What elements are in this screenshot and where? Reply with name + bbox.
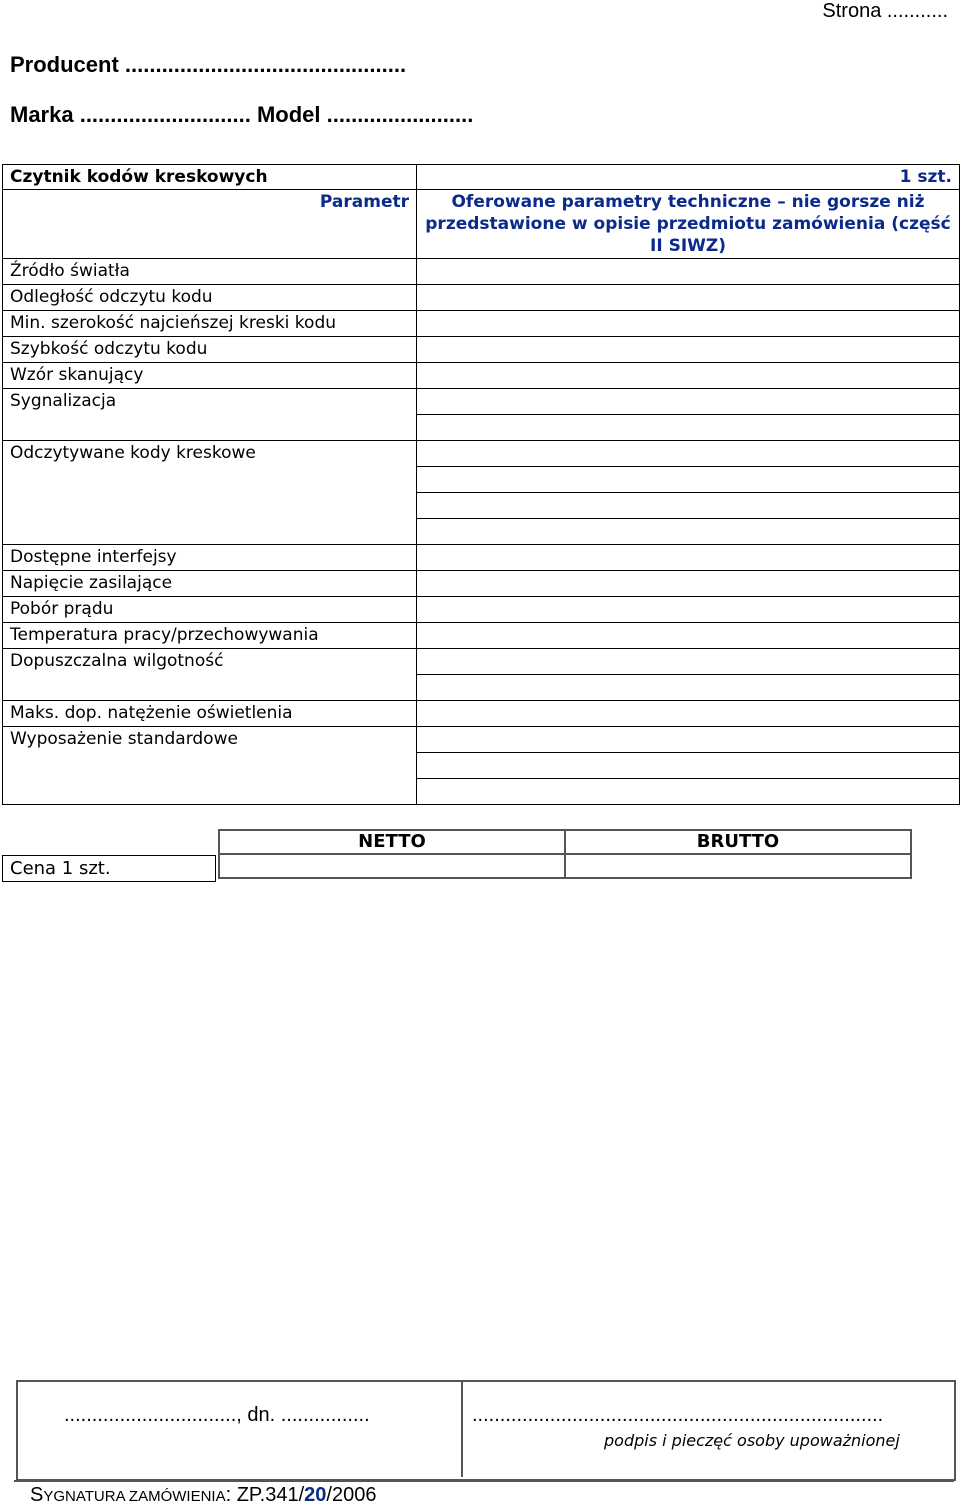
netto-value[interactable]	[219, 854, 565, 878]
producer-field[interactable]: Producent ..............................................	[10, 52, 407, 77]
row-value-light-source[interactable]	[417, 259, 960, 285]
row-value-humidity[interactable]	[417, 649, 960, 675]
row-value-barcodes-4[interactable]	[417, 519, 960, 545]
row-value-humidity-2[interactable]	[417, 675, 960, 701]
row-label-illumination: Maks. dop. natężenie oświetlenia	[3, 701, 417, 727]
signature-year: /2006	[326, 1484, 377, 1506]
row-label-light-source: Źródło światła	[3, 259, 417, 285]
row-value-read-distance[interactable]	[417, 285, 960, 311]
row-value-barcodes-1[interactable]	[417, 441, 960, 467]
offer-header: Oferowane parametry techniczne – nie gorsze niż przedstawione w opisie przedmiotu zamówienia (część II SIWZ)	[417, 190, 960, 259]
signature-code: : ZP.341/	[225, 1484, 305, 1506]
row-value-signaling[interactable]	[417, 389, 960, 415]
row-value-equipment-2[interactable]	[417, 753, 960, 779]
signature-number: 20	[304, 1484, 327, 1506]
row-label-humidity: Dopuszczalna wilgotność	[3, 649, 417, 701]
page-number: Strona ...........	[822, 0, 948, 22]
row-label-temperature: Temperatura pracy/przechowywania	[3, 623, 417, 649]
netto-header: NETTO	[219, 830, 565, 854]
row-label-barcodes: Odczytywane kody kreskowe	[3, 441, 417, 545]
spec-table	[2, 164, 960, 805]
row-value-equipment-1[interactable]	[417, 727, 960, 753]
price-table	[218, 829, 912, 879]
row-value-current[interactable]	[417, 597, 960, 623]
brutto-header: BRUTTO	[565, 830, 911, 854]
row-label-signaling: Sygnalizacja	[3, 389, 417, 441]
signature-line[interactable]: ..........................................................................	[472, 1404, 884, 1426]
row-label-min-bar-width: Min. szerokość najcieńszej kreski kodu	[3, 311, 417, 337]
footer-divider	[14, 1480, 954, 1482]
row-value-signaling-2[interactable]	[417, 415, 960, 441]
brand-model-field[interactable]: Marka ............................ Model ........................	[10, 102, 474, 127]
quantity-label: 1 szt.	[417, 165, 960, 190]
row-value-interfaces[interactable]	[417, 545, 960, 571]
price-label: Cena 1 szt.	[2, 855, 216, 882]
row-value-barcodes-2[interactable]	[417, 467, 960, 493]
row-label-read-speed: Szybkość odczytu kodu	[3, 337, 417, 363]
row-label-current: Pobór prądu	[3, 597, 417, 623]
brutto-value[interactable]	[565, 854, 911, 878]
row-value-min-bar-width[interactable]	[417, 311, 960, 337]
row-value-barcodes-3[interactable]	[417, 493, 960, 519]
row-value-scan-pattern[interactable]	[417, 363, 960, 389]
signature-prefix-small: YGNATURA ZAMÓWIENIA	[43, 1488, 226, 1505]
row-label-scan-pattern: Wzór skanujący	[3, 363, 417, 389]
row-label-interfaces: Dostępne interfejsy	[3, 545, 417, 571]
order-signature	[30, 1484, 376, 1507]
signature-prefix-big: S	[30, 1484, 44, 1506]
row-value-illumination[interactable]	[417, 701, 960, 727]
row-value-read-speed[interactable]	[417, 337, 960, 363]
table-title: Czytnik kodów kreskowych	[3, 165, 417, 190]
date-line[interactable]: ..............................., dn. ................	[64, 1404, 370, 1426]
row-value-equipment-3[interactable]	[417, 779, 960, 805]
row-label-equipment: Wyposażenie standardowe	[3, 727, 417, 805]
signature-caption: podpis i pieczęć osoby upoważnionej	[604, 1431, 900, 1450]
row-value-temperature[interactable]	[417, 623, 960, 649]
row-label-voltage: Napięcie zasilające	[3, 571, 417, 597]
row-value-voltage[interactable]	[417, 571, 960, 597]
param-header: Parametr	[3, 190, 417, 259]
row-label-read-distance: Odległość odczytu kodu	[3, 285, 417, 311]
date-cell	[18, 1382, 463, 1477]
